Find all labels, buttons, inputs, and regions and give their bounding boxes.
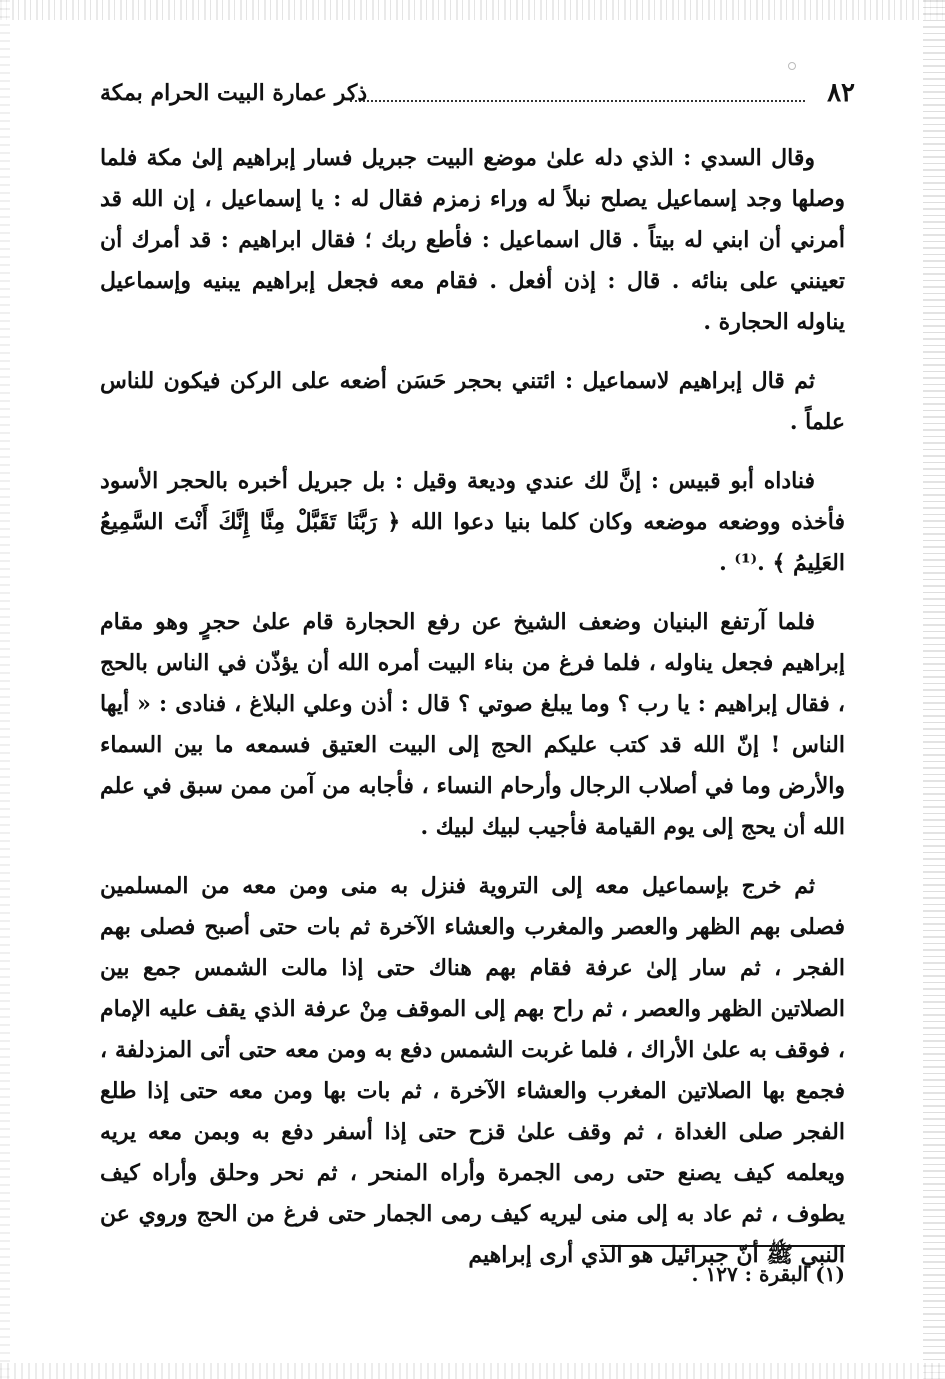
header-dotted-leader bbox=[350, 100, 805, 102]
footnote-separator bbox=[600, 1245, 845, 1247]
paragraph: ثم قال إبراهيم لاسماعيل : ائتني بحجر حَسَن أضعه على الركن فيكون للناس علماً . bbox=[100, 368, 845, 435]
main-text bbox=[100, 138, 845, 1294]
footnote: (١) البقرة : ١٢٧ . bbox=[691, 1262, 845, 1286]
paragraph: فناداه أبو قبيس : إنَّ لك عندي وديعة وقيل : بل جبريل أخبره بالحجر الأسود فأخذه ووضعه موضعه وكان كلما بنيا دعوا الله ﴿ رَبَّنَا تَقَبَّلْ مِنَّا إِنَّكَ أَنْتَ السَّمِيعُ العَلِيمُ ﴾ .⁽¹⁾ . bbox=[100, 468, 845, 576]
paragraph: وقال السدي : الذي دله علىٰ موضع البيت جبريل فسار إبراهيم إلىٰ مكة فلما وصلها وجد إسماعيل يصلح نبلاً له وراء زمزم فقال له : يا إسماعيل ، إن الله قد أمرني أن ابني له بيتاً . قال اسماعيل : فأطع ربك ؛ فقال ابراهيم : قد أمرك أن تعينني على بنائه . قال : إذن أفعل . فقام معه فجعل إبراهيم يبنيه وإسماعيل يناوله الحجارة . bbox=[100, 145, 845, 335]
page-header bbox=[100, 78, 855, 118]
running-title: ذكر عمارة البيت الحرام بمكة bbox=[100, 80, 368, 106]
scan-border-left bbox=[0, 0, 10, 1379]
scan-border-right bbox=[923, 0, 945, 1379]
scan-border-top bbox=[0, 0, 945, 20]
scan-border-bottom bbox=[0, 1363, 945, 1379]
paragraph: ثم خرج بإسماعيل معه إلى التروية فنزل به منى ومن معه من المسلمين فصلى بهم الظهر والعصر والمغرب والعشاء الآخرة ثم بات حتى أصبح فصلى بهم الفجر ، ثم سار إلىٰ عرفة فقام بهم هناك حتى إذا مالت الشمس جمع بين الصلاتين الظهر والعصر ، ثم راح بهم إلى الموقف مِنْ عرفة الذي يقف عليه الإمام ، فوقف به علىٰ الأراك ، فلما غربت الشمس دفع به ومن معه حتى أتى المزدلفة ، فجمع بها الصلاتين المغرب والعشاء الآخرة ، ثم بات بها ومن معه حتى إذا طلع الفجر صلى الغداة ، ثم وقف علىٰ قزح حتى إذا أسفر دفع به وبمن معه يريه ويعلمه كيف يصنع حتى رمى الجمرة وأراه المنحر ، ثم نحر وحلق وأراه كيف يطوف ، ثم عاد به إلى منى ليريه كيف رمى الجمار حتى فرغ من الحج وروي عن النبي ﷺ أنّ جبرائيل هو الذي أرى إبراهيم bbox=[100, 873, 845, 1268]
scan-speck bbox=[788, 62, 796, 70]
page-number: ٨٢ bbox=[827, 78, 855, 108]
paragraph: فلما آرتفع البنيان وضعف الشيخ عن رفع الحجارة قام علىٰ حجرٍ وهو مقام إبراهيم فجعل يناوله ، فلما فرغ من بناء البيت أمره الله أن يؤذّن في الناس بالحج ، فقال إبراهيم : يا رب ؟ وما يبلغ صوتي ؟ قال : أذن وعلي البلاغ ، فنادى : « أيها الناس ! إنّ الله قد كتب عليكم الحج إلى البيت العتيق فسمعه ما بين السماء والأرض وما في أصلاب الرجال وأرحام النساء ، فأجابه من آمن ممن سبق في علم الله أن يحج إلى يوم القيامة فأجيب لبيك لبيك . bbox=[100, 609, 845, 840]
